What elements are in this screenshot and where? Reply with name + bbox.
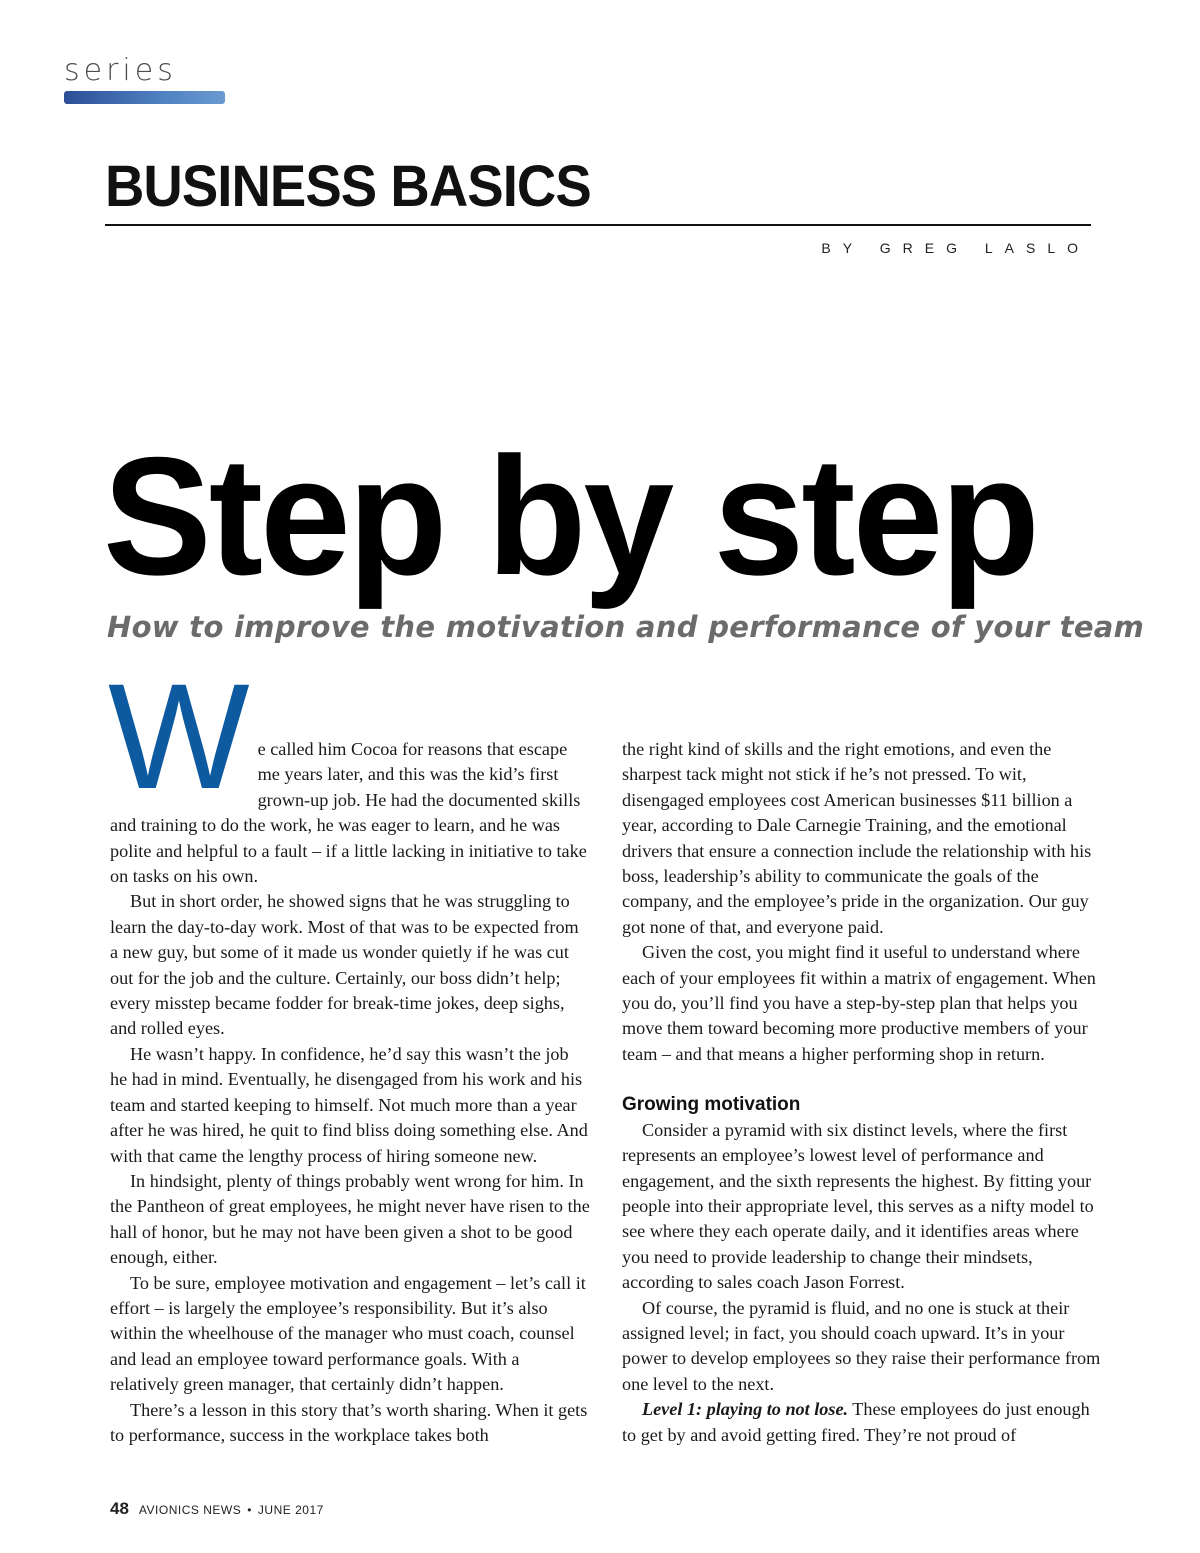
paragraph-3: He wasn’t happy. In confidence, he’d say this wasn’t the job he had in mind. Eventually, he disengaged from his work and his team and started keeping to himself. Not much more than a year after he was hired, he quit to find bliss doing something else. And with that came the lengthy process of hiring someone new. xyxy=(110,1043,588,1166)
section-title: BUSINESS BASICS xyxy=(105,154,591,219)
section-rule xyxy=(105,224,1091,226)
article-headline: Step by step xyxy=(103,422,1038,610)
left-column xyxy=(108,652,590,1448)
paragraph-8: Given the cost, you might find it useful to understand where each of your employees fit within a matrix of engagement. When you do, you’ll find you have a step-by-step plan that helps you move them toward becoming more productive members of your team – and that means a higher performing shop in return. xyxy=(622,942,1096,1064)
byline: BY GREG LASLO xyxy=(821,240,1090,256)
paragraph-1 xyxy=(108,652,590,889)
paragraph-5: To be sure, employee motivation and engagement – let’s call it effort – is largely the employee’s responsibility. But it’s also within the wheelhouse of the manager who must coach, counsel and lead an employee toward performance goals. With a relatively green manager, that certainly didn’t happen. xyxy=(110,1272,586,1395)
page-number: 48 xyxy=(110,1499,129,1518)
subheading-growing-motivation: Growing motivation xyxy=(622,1094,801,1116)
publication-name: AVIONICS NEWS xyxy=(138,1503,242,1517)
paragraph-10: Of course, the pyramid is fluid, and no one is stuck at their assigned level; in fact, you should coach upward. It’s in your power to develop employees so they raise their performance from one level to the next. xyxy=(622,1297,1101,1394)
article-subhead: How to improve the motivation and performance of your team xyxy=(107,610,1145,644)
footer-separator: • xyxy=(247,1503,252,1517)
paragraph-text: e called him Cocoa for reasons that escape me years later, and this was the kid’s first grown-up job. He had the documented skills and training to do the work, he was eager to learn, and he was polite and helpful to a fault – if a little lacking in initiative to take on tasks on his own. xyxy=(110,739,587,887)
paragraph-2: But in short order, he showed signs that he was struggling to learn the day-to-day work. Most of that was to be expected from a new guy, but some of it made us wonder quietly if he was cut out for the job and the culture. Certainly, our boss didn’t help; every misstep became fodder for break-time jokes, deep sighs, and rolled eyes. xyxy=(110,891,579,1039)
paragraph-7: the right kind of skills and the right emotions, and even the sharpest tack might not stick if he’s not pressed. To wit, disengaged employees cost American businesses $11 billion a year, according to Dale Carnegie Training, and the emotional drivers that ensure a connection include the relationship with his boss, leadership’s ability to communicate the goals of the company, and the employee’s pride in the organization. Our guy got none of that, and everyone paid. xyxy=(622,739,1092,937)
paragraph-4: In hindsight, plenty of things probably went wrong for him. In the Pantheon of great employees, he might never have risen to the hall of honor, but he may not have been given a shot to be good enough, either. xyxy=(110,1170,590,1268)
level-1-runin: Level 1: playing to not lose. xyxy=(642,1399,849,1420)
drop-cap: W xyxy=(108,652,250,820)
issue-date: JUNE 2017 xyxy=(257,1503,324,1517)
level-1-text: These employees do just enough to get by and avoid getting fired. They’re not proud of xyxy=(622,1399,1090,1445)
series-accent-bar xyxy=(64,91,225,104)
right-column xyxy=(622,737,1102,1448)
paragraph-6: There’s a lesson in this story that’s worth sharing. When it gets to performance, success in the workplace takes both xyxy=(110,1399,588,1445)
paragraph-9: Consider a pyramid with six distinct levels, where the first represents an employee’s lowest level of performance and engagement, and the sixth represents the highest. By fitting your people into their appropriate level, this serves as a nifty model to see where they each operate daily, and it identifies areas where you need to provide leadership to change their mindsets, according to sales coach Jason Forrest. xyxy=(622,1119,1094,1293)
page-footer xyxy=(110,1499,324,1519)
paragraph-level-1 xyxy=(622,1397,1102,1448)
series-label: series xyxy=(64,53,177,88)
